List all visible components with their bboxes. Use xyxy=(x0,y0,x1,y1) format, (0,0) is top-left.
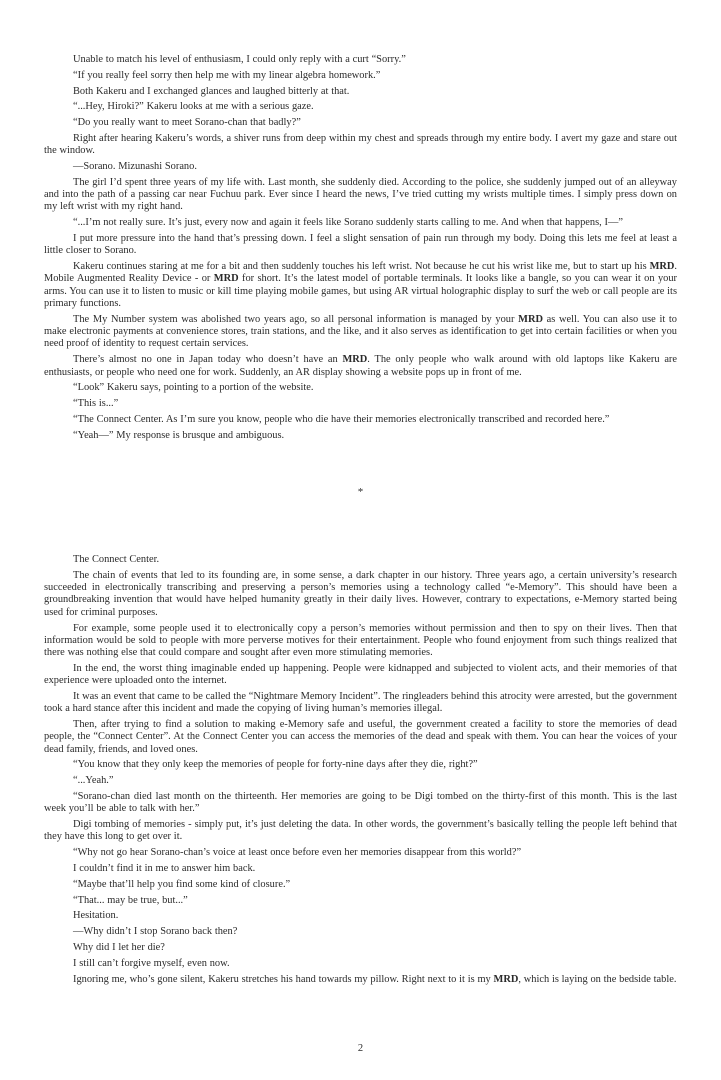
paragraph: “You know that they only keep the memories of people for forty-nine days after they die, right?” xyxy=(73,759,478,771)
page-number: 2 xyxy=(357,1043,364,1054)
paragraph: “...Yeah.” xyxy=(73,775,114,787)
paragraph: For example, some people used it to electronically copy a person’s memories without permission and then to spy on their lives. Then that information would be sold to people with more perverse motives for their entertainment. People who found enjoyment from such things realized that there was nothing else that could compare and sought after even more stimulating memories. xyxy=(44,622,677,659)
paragraph: “That... may be true, but...” xyxy=(73,894,188,906)
paragraph: “Sorano-chan died last month on the thirteenth. Her memories are going to be Digi tombed on the thirty-first of this month. This is the last week you’ll be able to talk with her.” xyxy=(44,791,677,815)
paragraph: “Maybe that’ll help you find some kind of closure.” xyxy=(73,878,291,890)
paragraph: Hesitation. xyxy=(73,910,119,922)
bold-term: MRD xyxy=(518,313,543,325)
paragraph: In the end, the worst thing imaginable ended up happening. People were kidnapped and subjected to violent acts, and their memories of that experience were uploaded onto the internet. xyxy=(44,662,677,687)
bold-term: MRD xyxy=(649,261,675,273)
paragraph: “...Hey, Hiroki?” Kakeru looks at me with a serious gaze. xyxy=(73,101,314,113)
paragraph: The Connect Center. xyxy=(73,554,160,566)
paragraph: Kakeru continues staring at me for a bit and then suddenly touches his left wrist. Not because he cut his wrist like me, but to start up his MRD. Mobile Augmented Reality Device - or MRD for short. It’s the latest model of portable terminals. It looks like a bangle, so you can wear it on your arms. You can use it to listen to music or kill time playing mobile games, but using AR virtual holographic display to surf the web or call people are its primary functions. xyxy=(44,261,677,310)
section-before-break xyxy=(44,54,677,442)
paragraph: “Why not go hear Sorano-chan’s voice at least once before even her memories disappear from this world?” xyxy=(73,847,522,859)
paragraph: —Why didn’t I stop Sorano back then? xyxy=(73,926,238,938)
paragraph: It was an event that came to be called the “Nightmare Memory Incident”. The ringleaders behind this atrocity were arrested, but the government took a hard stance after this incident and made the copying of living human’s memories illegal. xyxy=(44,690,677,715)
paragraph: Right after hearing Kakeru’s words, a shiver runs from deep within my chest and spreads through my entire body. I avert my gaze and stare out the window. xyxy=(44,132,677,157)
paragraph: I put more pressure into the hand that’s pressing down. I feel a slight sensation of pain run through my body. Doing this lets me feel at least a little closer to Sorano. xyxy=(44,233,677,257)
paragraph: There’s almost no one in Japan today who doesn’t have an MRD. The only people who walk around with old laptops like Kakeru are enthusiasts, or people who need one for work. Suddenly, an AR display showing a website pops up in front of me. xyxy=(44,354,678,378)
paragraph: “If you really feel sorry then help me with my linear algebra homework.” xyxy=(73,69,381,81)
text-block xyxy=(44,54,677,989)
paragraph: “Look” Kakeru says, pointing to a portion of the website. xyxy=(73,382,314,394)
paragraph: I couldn’t find it in me to answer him back. xyxy=(73,863,256,875)
section-after-break xyxy=(44,554,677,986)
paragraph: The chain of events that led to its founding are, in some sense, a dark chapter in our history. Three years ago, a certain university’s research succeeded in electronically transcribing and preserving a person’s memories using a technology called “e-Memory”. This should have been a groundbreaking invention that would have helped humanity greatly in their daily lives. However, contrary to expectations, e-Memory started being used for criminal purposes. xyxy=(44,569,677,618)
paragraph: Why did I let her die? xyxy=(73,942,165,954)
paragraph: Both Kakeru and I exchanged glances and laughed bitterly at that. xyxy=(73,85,350,97)
paragraph: Then, after trying to find a solution to making e-Memory safe and useful, the government created a facility to store the memories of dead people, the “Connect Center”. At the Connect Center you can access the memories of the dead and speak with them. You can hear the voices of your dead family, friends, and loved ones. xyxy=(44,719,677,755)
paragraph: The girl I’d spent three years of my life with. Last month, she suddenly died. According to the police, she suddenly jumped out of an alleyway and into the path of a passing car near Fuchuu park. Ever since I heard the news, I’ve tried cutting my wrists multiple times. I simply press down on my left wrist with my right hand. xyxy=(44,176,677,213)
paragraph: “The Connect Center. As I’m sure you know, people who die have their memories electronically transcribed and recorded here.” xyxy=(73,413,610,425)
paragraph: Ignoring me, who’s gone silent, Kakeru stretches his hand towards my pillow. Right next to it is my MRD, which is laying on the bedside table. xyxy=(73,973,677,985)
paragraph: Unable to match his level of enthusiasm, I could only reply with a curt “Sorry.” xyxy=(73,54,406,65)
paragraph: “Yeah—” My response is brusque and ambiguous. xyxy=(73,429,285,441)
paragraph: Digi tombing of memories - simply put, it’s just deleting the data. In other words, the government’s basically telling the people left behind that they have this long to get over it. xyxy=(44,819,677,843)
paragraph: “Do you really want to meet Sorano-chan that badly?” xyxy=(73,117,301,129)
paragraph: —Sorano. Mizunashi Sorano. xyxy=(73,161,197,173)
bold-term: MRD xyxy=(213,273,239,285)
section-separator: * xyxy=(357,486,364,499)
paragraph: I still can’t forgive myself, even now. xyxy=(73,957,230,969)
paragraph: The My Number system was abolished two years ago, so all personal information is managed by your MRD as well. You can also use it to make electronic payments at convenience stores, train stations, and the like, and it also serves as identification to get into certain facilities or when you need proof of identity to request certain services. xyxy=(44,313,677,350)
paragraph: “This is...” xyxy=(73,398,119,410)
bold-term: MRD xyxy=(342,354,368,366)
bold-term: MRD xyxy=(493,973,519,985)
paragraph: “...I’m not really sure. It’s just, every now and again it feels like Sorano suddenly starts calling to me. And when that happens, I—” xyxy=(73,217,623,229)
